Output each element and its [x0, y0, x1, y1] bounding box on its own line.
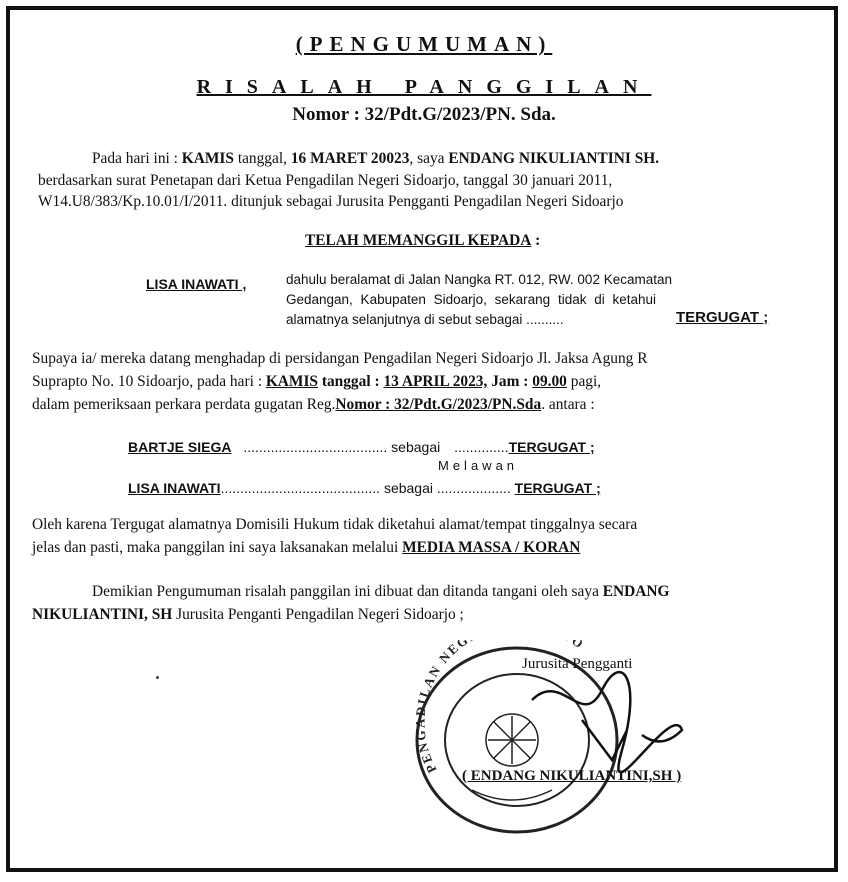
versus-label: Melawan	[438, 458, 519, 473]
summons-line-1: Supaya ia/ mereka datang menghadap di persidangan Pengadilan Negeri Sidoarjo Jl. Jaksa Agung R	[32, 350, 648, 367]
party-line-1: dahulu beralamat di Jalan Nangka RT. 012, RW. 002 Kecamatan	[286, 272, 672, 287]
party-line-2: Gedangan, Kabupaten Sidoarjo, sekarang tidak di ketahui	[286, 292, 656, 307]
intro-line-2: berdasarkan surat Penetapan dari Ketua Pengadilan Negeri Sidoarjo, tanggal 30 januari 2011,	[38, 172, 613, 189]
closing-line-2: NIKULIANTINI, SH Jurusita Penganti Pengadilan Negeri Sidoarjo ;	[32, 606, 464, 623]
signer-name: ( ENDANG NIKULIANTINI,SH )	[462, 768, 682, 784]
party-row-2: LISA INAWATI......................................... sebagai ................... TERGUGAT ;	[128, 480, 601, 496]
reason-line-1: Oleh karena Tergugat alamatnya Domisili Hukum tidak diketahui alamat/tempat tinggalnya secara	[32, 516, 638, 533]
announcement-title: (PENGUMUMAN)	[295, 32, 553, 56]
document-title: RISALAH PANGGILAN	[196, 76, 652, 98]
intro-line-3: W14.U8/383/Kp.10.01/I/2011. ditunjuk sebagai Jurusita Pengganti Pengadilan Negeri Sidoarjo	[38, 193, 624, 210]
signer-role: Jurusita Pengganti	[522, 656, 633, 672]
case-number: Nomor : 32/Pdt.G/2023/PN. Sda.	[292, 104, 556, 125]
summons-line-3: dalam pemeriksaan perkara perdata gugatan Reg.Nomor : 32/Pdt.G/2023/PN.Sda. antara :	[32, 396, 595, 413]
party-line-3: alamatnya selanjutnya di sebut sebagai ..........	[286, 312, 564, 327]
party-name: LISA INAWATI ,	[146, 276, 247, 292]
heading-called: TELAH MEMANGGIL KEPADA :	[305, 232, 541, 249]
handwritten-signature	[532, 672, 682, 772]
party-row-1: BARTJE SIEGA ..................................... sebagai ..............TERGUGAT ;	[128, 439, 595, 455]
reason-line-2: jelas dan pasti, maka panggilan ini saya laksanakan melalui MEDIA MASSA / KORAN	[32, 539, 581, 556]
closing-line-1: Demikian Pengumuman risalah panggilan ini dibuat dan ditanda tangani oleh saya ENDANG	[92, 583, 670, 600]
summons-line-2: Suprapto No. 10 Sidoarjo, pada hari : KAMIS tanggal : 13 APRIL 2023, Jam : 09.00 pagi,	[32, 373, 602, 390]
speck	[156, 676, 159, 679]
intro-line-1: Pada hari ini : KAMIS tanggal, 16 MARET 20023, saya ENDANG NIKULIANTINI SH.	[92, 150, 660, 167]
signature-block	[412, 640, 752, 850]
party-role: TERGUGAT ;	[676, 309, 769, 326]
svg-text:PENGADILAN NEGERI SIDOARJO: PENGADILAN NEG O	[412, 640, 588, 776]
